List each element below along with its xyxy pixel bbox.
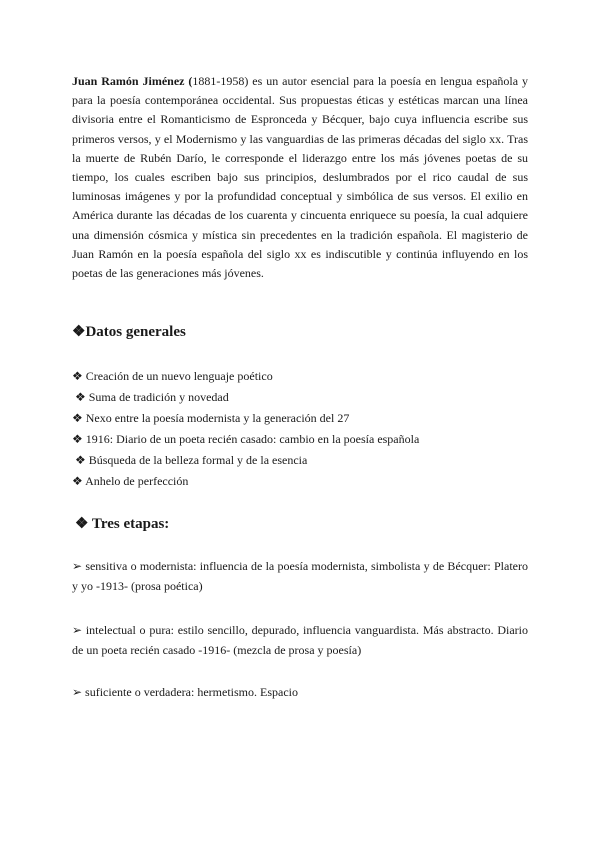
stages-heading: ❖ Tres etapas: bbox=[75, 516, 170, 532]
author-name: Juan Ramón Jiménez ( bbox=[72, 74, 193, 88]
intro-paragraph bbox=[72, 72, 528, 283]
list-item: ❖ Anhelo de perfección bbox=[72, 474, 189, 488]
general-list bbox=[72, 366, 419, 492]
stage-item: ➢ suficiente o verdadera: hermetismo. Espacio bbox=[72, 685, 298, 699]
general-heading: ❖Datos generales bbox=[72, 324, 186, 340]
list-item: ❖ 1916: Diario de un poeta recién casado: cambio en la poesía española bbox=[72, 432, 420, 446]
stage-item: ➢ intelectual o pura: estilo sencillo, depurado, influencia vanguardista. Más abstracto. Diario de un poeta recién casado -1916- (mezcla de prosa y poesía) bbox=[72, 623, 528, 657]
list-item: ❖ Nexo entre la poesía modernista y la generación del 27 bbox=[72, 411, 350, 425]
stage-item: ➢ sensitiva o modernista: influencia de la poesía modernista, simbolista y de Bécquer: Platero y yo -1913- (prosa poética) bbox=[72, 559, 528, 593]
list-item: ❖ Creación de un nuevo lenguaje poético bbox=[72, 369, 273, 383]
list-item: ❖ Búsqueda de la belleza formal y de la esencia bbox=[75, 453, 308, 467]
intro-text: 1881-1958) es un autor esencial para la poesía en lengua española y para la poesía contemporánea occidental. Sus propuestas éticas y estéticas marcan una línea divisoria entre el Romanticismo de Espronceda y Bécquer, bajo cuya influencia escribe sus primeros versos, y el Modernismo y las vanguardias de las primeras décadas del siglo xx. Tras la muerte de Rubén Darío, le corresponde el liderazgo entre los más jóvenes poetas de su tiempo, los cuales escriben bajo sus principios, deslumbrados por el rico caudal de sus luminosas imágenes y por la profundidad conceptual y simbólica de sus versos. El exilio en América durante las décadas de los cuarenta y cincuenta enriquece su poesía, la cual adquiere una dimensión cósmica y mística sin precedentes en la tradición española. El magisterio de Juan Ramón en la poesía española del siglo xx es indiscutible y continúa influyendo en los poetas de las generaciones más jóvenes. bbox=[72, 74, 528, 281]
list-item: ❖ Suma de tradición y novedad bbox=[75, 390, 229, 404]
